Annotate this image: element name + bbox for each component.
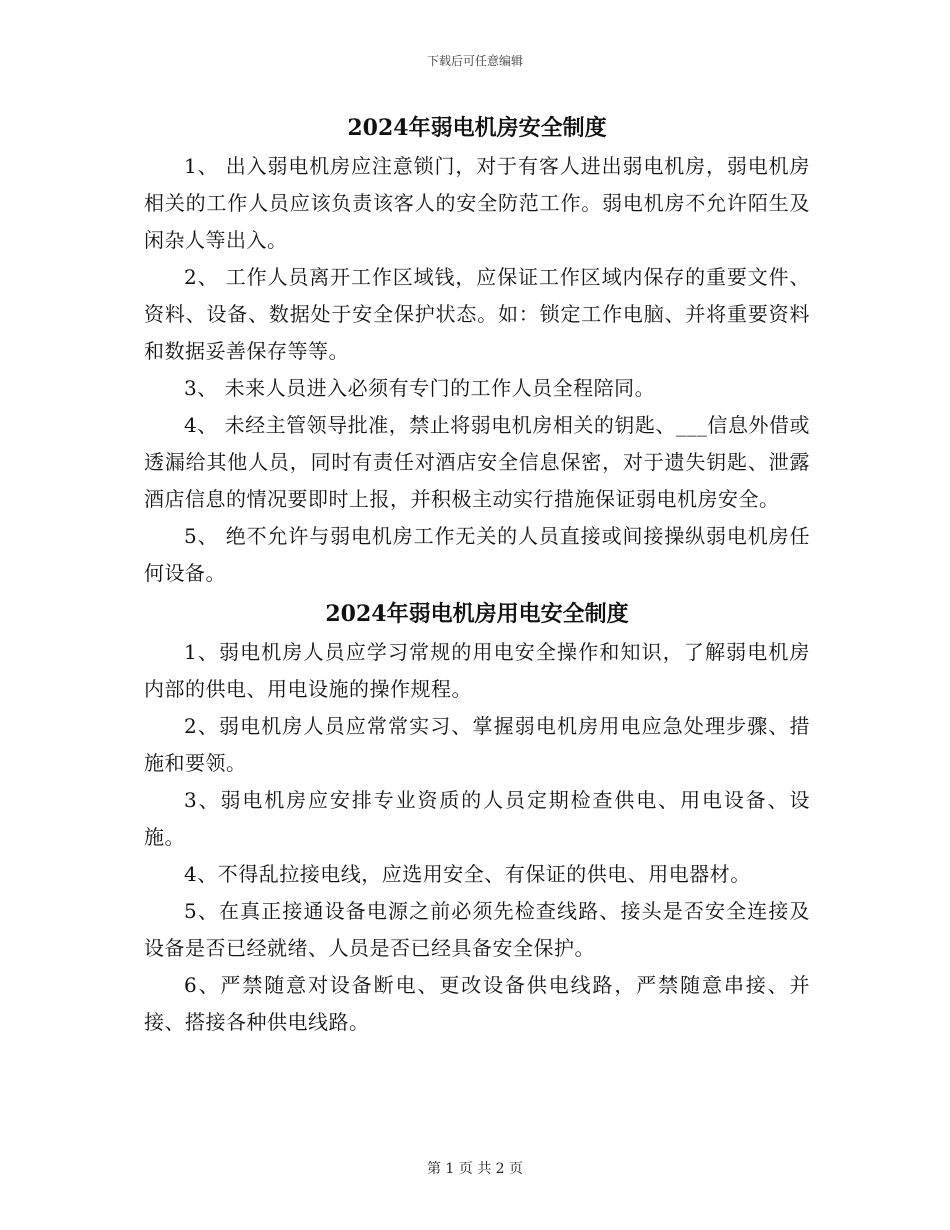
header-note: 下载后可任意编辑	[426, 54, 523, 68]
paragraph: 2、弱电机房人员应常常实习、掌握弱电机房用电应急处理步骤、措施和要领。	[144, 714, 810, 775]
paragraph: 5、在真正接通设备电源之前必须先检查线路、接头是否安全连接及设备是否已经就绪、人员是否已经具备安全保护。	[144, 899, 810, 960]
paragraph: 4、不得乱拉接电线，应选用安全、有保证的供电、用电器材。	[184, 862, 751, 886]
paragraph: 4、 未经主管领导批准，禁止将弱电机房相关的钥匙、___信息外借或透漏给其他人员，同时有责任对酒店安全信息保密，对于遗失钥匙、泄露酒店信息的情况要即时上报，并积极主动实行措施保证弱电机房安全。	[144, 413, 810, 511]
section-title-electrical: 2024年弱电机房用电安全制度	[325, 601, 629, 627]
paragraph: 3、 未来人员进入必须有专门的工作人员全程陪同。	[184, 376, 656, 400]
paragraph: 3、弱电机房应安排专业资质的人员定期检查供电、用电设备、设施。	[144, 788, 810, 849]
paragraph: 1、弱电机房人员应学习常规的用电安全操作和知识，了解弱电机房内部的供电、用电设施的操作规程。	[144, 640, 810, 701]
document-body	[144, 108, 810, 1041]
paragraph: 2、 工作人员离开工作区域钱，应保证工作区域内保存的重要文件、资料、设备、数据处于安全保护状态。如：锁定工作电脑、并将重要资料和数据妥善保存等等。	[144, 265, 810, 363]
section-title-security: 2024年弱电机房安全制度	[347, 115, 607, 141]
paragraph: 1、 出入弱电机房应注意锁门，对于有客人进出弱电机房，弱电机房相关的工作人员应该负责该客人的安全防范工作。弱电机房不允许陌生及闲杂人等出入。	[144, 154, 810, 252]
paragraph: 6、严禁随意对设备断电、更改设备供电线路，严禁随意串接、并接、搭接各种供电线路。	[144, 973, 810, 1034]
paragraph: 5、 绝不允许与弱电机房工作无关的人员直接或间接操纵弱电机房任何设备。	[144, 524, 810, 585]
page-number: 第 1 页 共 2 页	[426, 1161, 524, 1177]
